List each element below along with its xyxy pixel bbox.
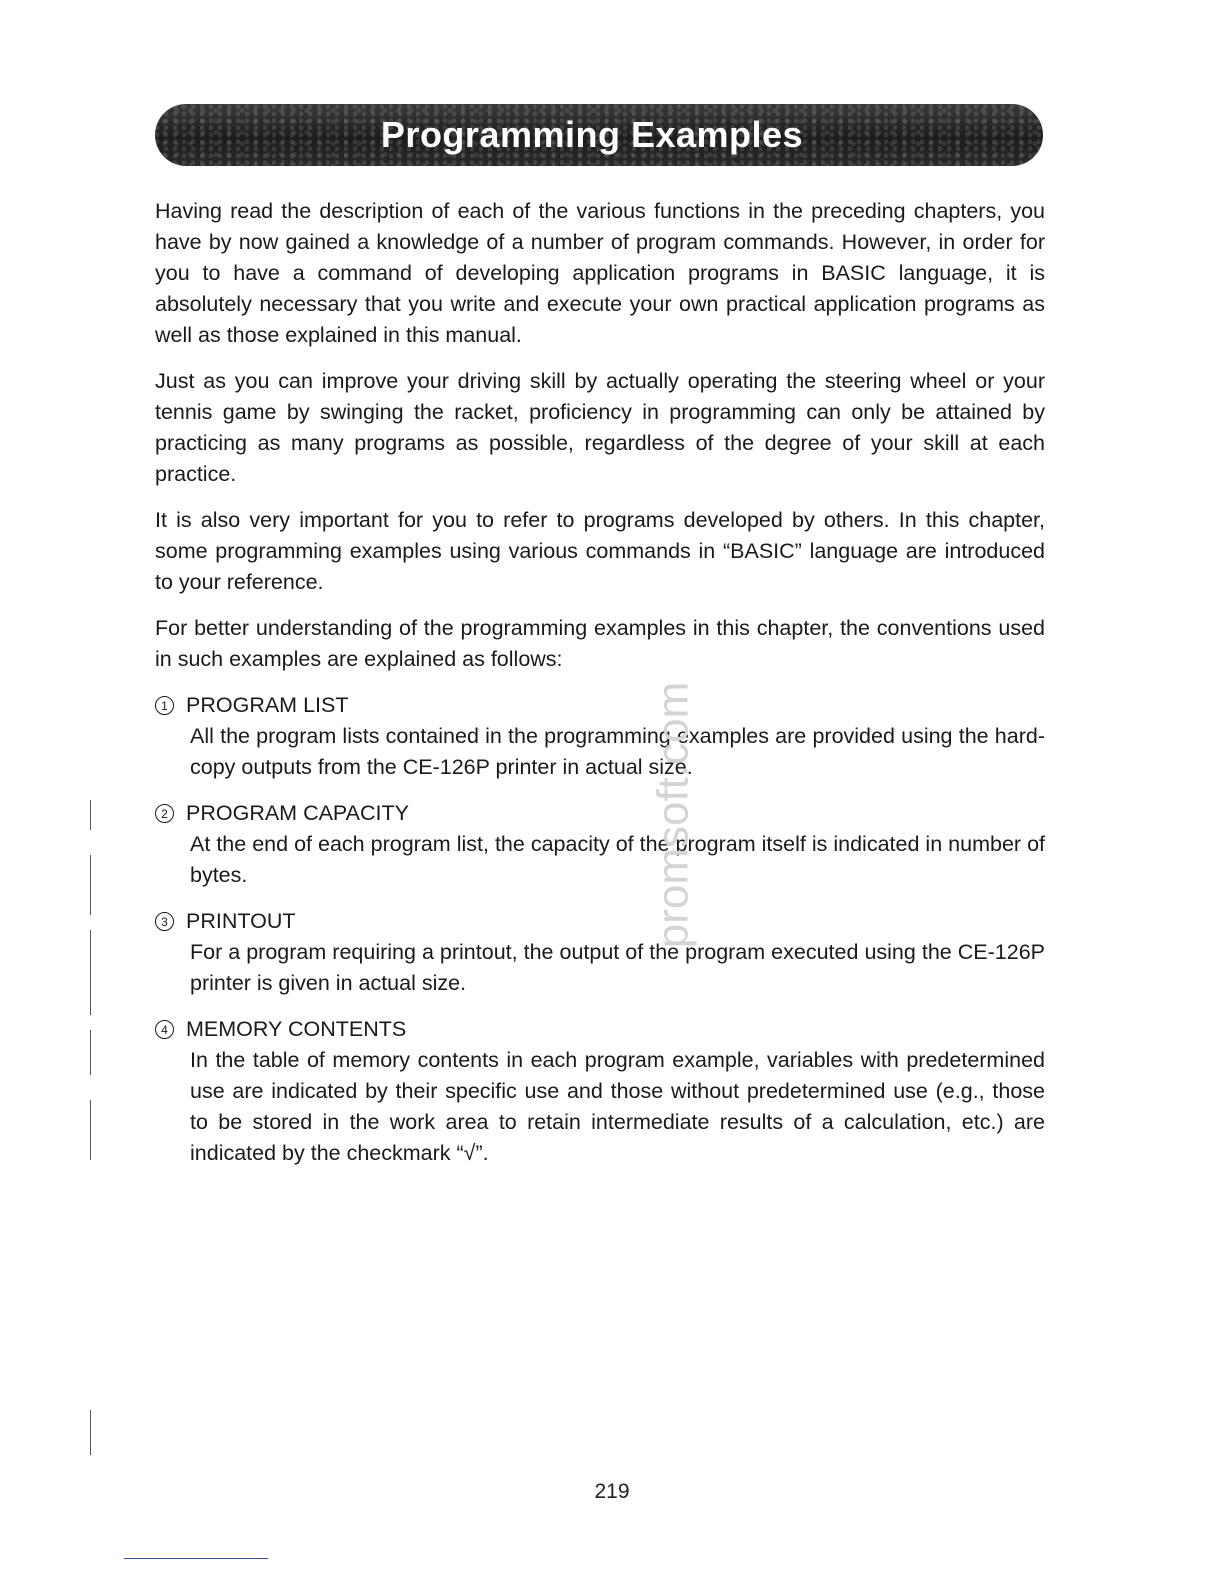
page-title: Programming Examples [380,114,804,155]
margin-mark [90,930,91,1015]
intro-paragraph: It is also very important for you to refer to programs developed by others. In this chapter, some programming examples using various commands in “BASIC” language are introduced to your reference. [155,508,1045,594]
convention-body: All the program lists contained in the programming examples are provided using the hard-copy outputs from the CE-126P printer in actual size. [190,724,1045,779]
intro-paragraph: For better understanding of the programming examples in this chapter, the conventions used in such examples are explained as follows: [155,616,1045,671]
intro-paragraph: Having read the description of each of the various functions in the preceding chapters, you have by now gained a knowledge of a number of program commands. However, in order for you to have a command of developing application programs in BASIC language, it is absolutely necessary that you write and execute your own practical application programs as well as those explained in this manual. [155,199,1045,347]
page-number: 219 [594,1480,630,1503]
convention-body: In the table of memory contents in each program example, variables with predetermined use are indicated by their specific use and those without predetermined use (e.g., those to be stored in the work area to retain intermediate results of a calculation, etc.) are indicated by the checkmark “√”. [190,1048,1045,1165]
convention-item-memory-contents [155,1014,1045,1169]
convention-title: PROGRAM LIST [186,693,349,717]
convention-item-program-list [155,690,1045,783]
convention-title: PRINTOUT [186,909,296,933]
margin-mark [90,1410,91,1455]
convention-title: PROGRAM CAPACITY [186,801,409,825]
circled-number-icon: 3 [155,912,174,931]
circled-number-icon: 1 [155,696,174,715]
margin-mark [90,1030,91,1075]
title-banner [155,104,1043,166]
convention-item-printout [155,906,1045,999]
margin-mark [90,1100,91,1160]
convention-item-program-capacity [155,798,1045,891]
circled-number-icon: 2 [155,804,174,823]
intro-paragraph: Just as you can improve your driving skill by actually operating the steering wheel or your tennis game by swinging the racket, proficiency in programming can only be attained by practicing as many programs as possible, regardless of the degree of your skill at each practice. [155,369,1045,486]
circled-number-icon: 4 [155,1020,174,1039]
convention-body: For a program requiring a printout, the output of the program executed using the CE-126P printer is given in actual size. [190,940,1045,995]
bottom-rule [124,1558,268,1559]
margin-mark [90,855,91,915]
margin-mark [90,800,91,830]
convention-body: At the end of each program list, the capacity of the program itself is indicated in number of bytes. [190,832,1045,887]
main-content [155,196,1045,1184]
convention-title: MEMORY CONTENTS [186,1017,407,1041]
watermark: promsoft.com [648,681,698,949]
